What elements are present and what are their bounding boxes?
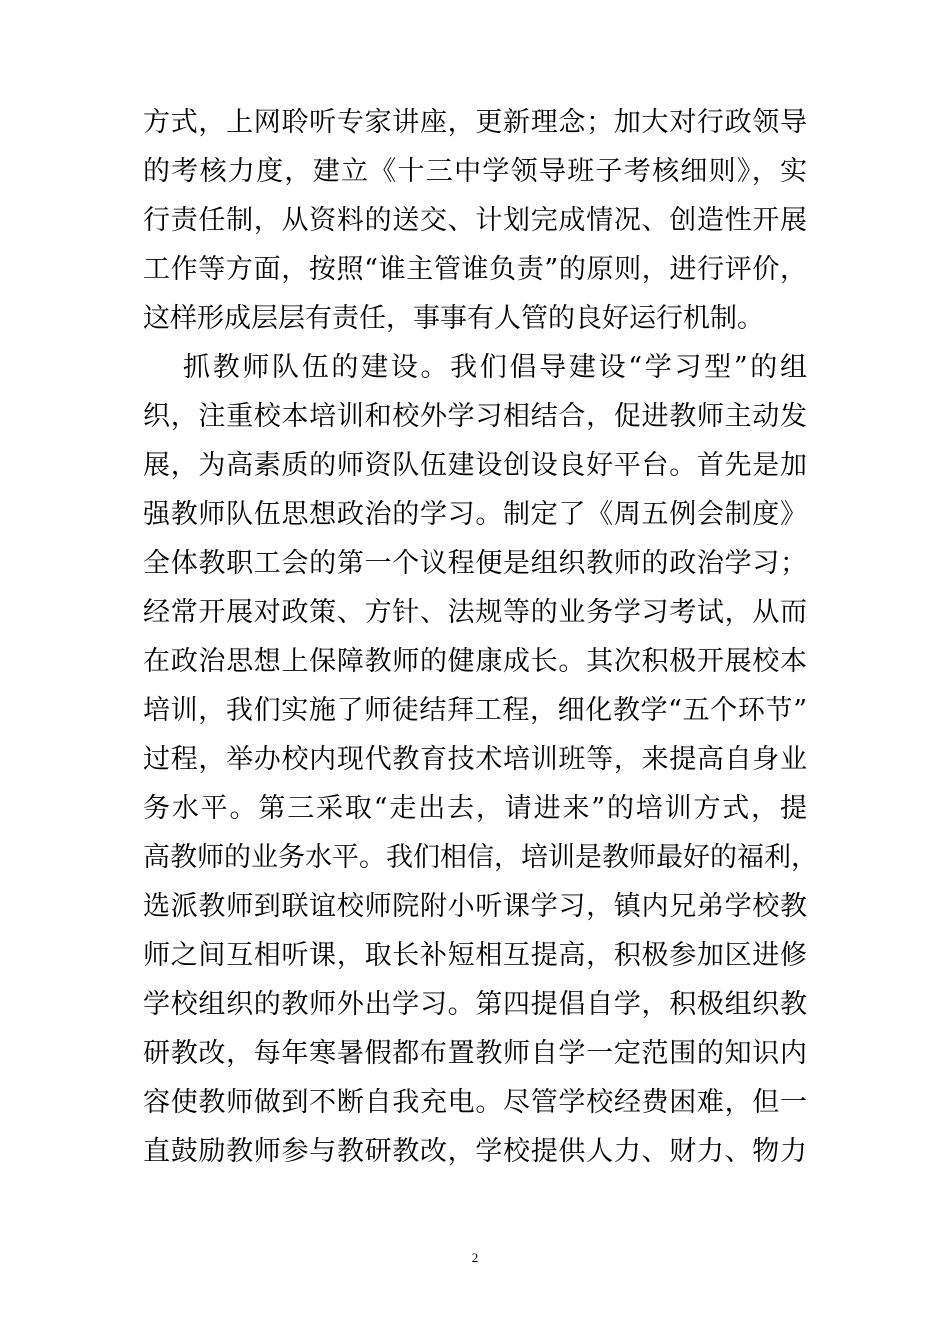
text-line: 过程，举办校内现代教育技术培训班等，来提高自身业: [143, 744, 807, 775]
text-line: 学校组织的教师外出学习。第四提倡自学，积极组织教: [143, 989, 807, 1020]
text-line: 行责任制，从资料的送交、计划完成情况、创造性开展: [143, 205, 807, 236]
text-line: 务水平。第三采取“走出去，请进来”的培训方式，提: [143, 793, 807, 824]
text-line: 选派教师到联谊校师院附小听课学习，镇内兄弟学校教: [143, 891, 807, 922]
text-line: 师之间互相听课，取长补短相互提高，积极参加区进修: [143, 940, 807, 971]
text-line: 方式，上网聆听专家讲座，更新理念；加大对行政领导: [143, 107, 807, 138]
text-line: 在政治思想上保障教师的健康成长。其次积极开展校本: [143, 646, 807, 677]
text-line: 这样形成层层有责任，事事有人管的良好运行机制。: [143, 303, 764, 334]
text-line: 全体教职工会的第一个议程便是组织教师的政治学习；: [143, 548, 807, 579]
body-text: [143, 98, 818, 1176]
text-line: 培训，我们实施了师徒结拜工程，细化教学“五个环节”: [143, 695, 807, 726]
text-line: 直鼓励教师参与教研教改，学校提供人力、财力、物力: [143, 1136, 807, 1167]
text-line: 工作等方面，按照“谁主管谁负责”的原则，进行评价，: [143, 254, 807, 285]
text-line: 研教改，每年寒暑假都布置教师自学一定范围的知识内: [143, 1038, 807, 1069]
text-line: 高教师的业务水平。我们相信，培训是教师最好的福利，: [143, 842, 818, 873]
text-line: 强教师队伍思想政治的学习。制定了《周五例会制度》: [143, 499, 807, 530]
text-line: 容使教师做到不断自我充电。尽管学校经费困难，但一: [143, 1087, 807, 1118]
text-line: 经常开展对政策、方针、法规等的业务学习考试，从而: [143, 597, 807, 628]
page-number: 2: [471, 1250, 479, 1265]
text-line: 的考核力度，建立《十三中学领导班子考核细则》，实: [143, 156, 807, 187]
text-line: 展，为高素质的师资队伍建设创设良好平台。首先是加: [143, 450, 807, 481]
paragraph-first-line: 抓教师队伍的建设。我们倡导建设“学习型”的组: [183, 352, 807, 383]
text-line: 织，注重校本培训和校外学习相结合，促进教师主动发: [143, 401, 807, 432]
